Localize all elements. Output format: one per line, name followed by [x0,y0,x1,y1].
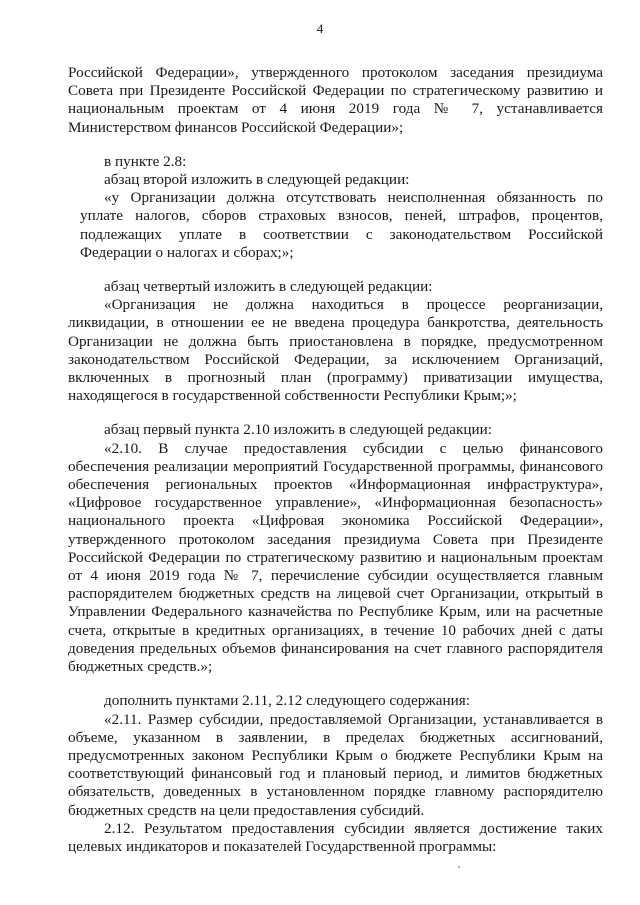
text-line: доведения предельных объемов финансирования на счет главного распорядителя [68,639,603,657]
text-line: Управлении Федерального казначейства по Республике Крым, или на расчетные [68,603,603,621]
paragraph [68,296,603,405]
text-line: «2.11. Размер субсидии, предоставляемой Организации, устанавливается в [104,710,603,728]
text-line: утвержденного протоколом заседания президиума Совета при Президенте [68,530,603,548]
text-line: включенных в прогнозный план (программу) приватизации имущества, [68,369,603,387]
text-line: распорядителем бюджетных средств на лицевой счет Организации, открытый в [68,585,603,603]
text-line: «Организация не должна находиться в процессе реорганизации, [104,296,603,314]
text-line: целевых индикаторов и показателей Государственной программы: [68,837,497,855]
text-line: «у Организации должна отсутствовать неисполненная обязанность по [104,189,603,207]
page-number: 4 [316,21,324,36]
paragraph [68,278,603,296]
text-line: Российской Федерации», утвержденного протоколом заседания президиума [68,64,603,81]
paragraph [68,692,603,710]
document-body [68,64,603,856]
text-line: национального проекта «Цифровая экономика Российской Федерации», [68,512,603,530]
text-line: «2.10. В случае предоставления субсидии с целью финансового [104,439,603,457]
text-line: находящегося в государственной собственности Республики Крым;»; [68,387,517,405]
paragraph [68,189,603,262]
text-line: счета, открытые в кредитных организациях, в течение 10 рабочих дней с даты [68,621,603,639]
text-line: бюджетных средств.»; [68,658,213,676]
text-line: абзац четвертый изложить в следующей редакции: [104,278,433,296]
paragraph [68,820,603,856]
text-line: абзац второй изложить в следующей редакции: [104,171,410,189]
text-line: подлежащих уплате в соответствии с законодательством Российской [80,225,603,243]
text-line: Совета при Президенте Российской Федерации по стратегическому развитию и [68,82,603,100]
text-line: Российской Федерации по стратегическому развитию и национальным проектам [68,548,603,566]
text-line: в пункте 2.8: [104,152,187,170]
paragraph [68,421,603,439]
paragraph [68,171,603,189]
text-line: объеме, указанном в заявлении, в пределах бюджетных ассигнований, [68,728,603,746]
text-line: обеспечения реализации мероприятий Государственной программы, финансового [68,457,603,475]
text-line: соответствующий финансовый год и плановый период, и лимитов бюджетных [68,765,603,783]
text-line: предусмотренных законом Республики Крым о бюджете Республики Крым на [68,746,603,764]
text-line: обязательств, доведенных в установленном порядке главному распорядителю [68,783,603,801]
paragraph [68,440,603,677]
text-line: Федерации о налогах и сборах;»; [80,243,294,261]
paragraph [68,153,603,171]
text-line: дополнить пунктами 2.11, 2.12 следующего содержания: [104,692,471,710]
text-line: абзац первый пункта 2.10 изложить в следующей редакции: [104,421,492,439]
text-line: бюджетных средств на цели предоставления субсидий. [68,801,425,819]
text-line: национальным проектам от 4 июня 2019 года № 7, устанавливается [68,100,603,118]
text-line: Министерством финансов Российской Федерации»; [68,118,404,136]
text-line: Организации не должна быть приостановлена в порядке, предусмотренном [68,332,603,350]
text-line: обеспечения региональных проектов «Информационная инфраструктура», [68,476,603,494]
paragraph [68,711,603,820]
text-line: уплате налогов, сборов страховых взносов, пеней, штрафов, процентов, [80,207,603,225]
text-line: «Цифровое государственное управление», «Информационная безопасность» [68,494,603,512]
text-line: законодательством Российской Федерации, за исключением Организаций, [68,350,603,368]
text-line: от 4 июня 2019 года № 7, перечисление субсидии осуществляется главным [68,567,603,585]
paragraph [68,64,603,137]
scan-speck [458,866,460,868]
text-line: ликвидации, в отношении ее не введена процедура банкротства, деятельность [68,314,603,332]
text-line: 2.12. Результатом предоставления субсидии является достижение таких [104,819,603,837]
